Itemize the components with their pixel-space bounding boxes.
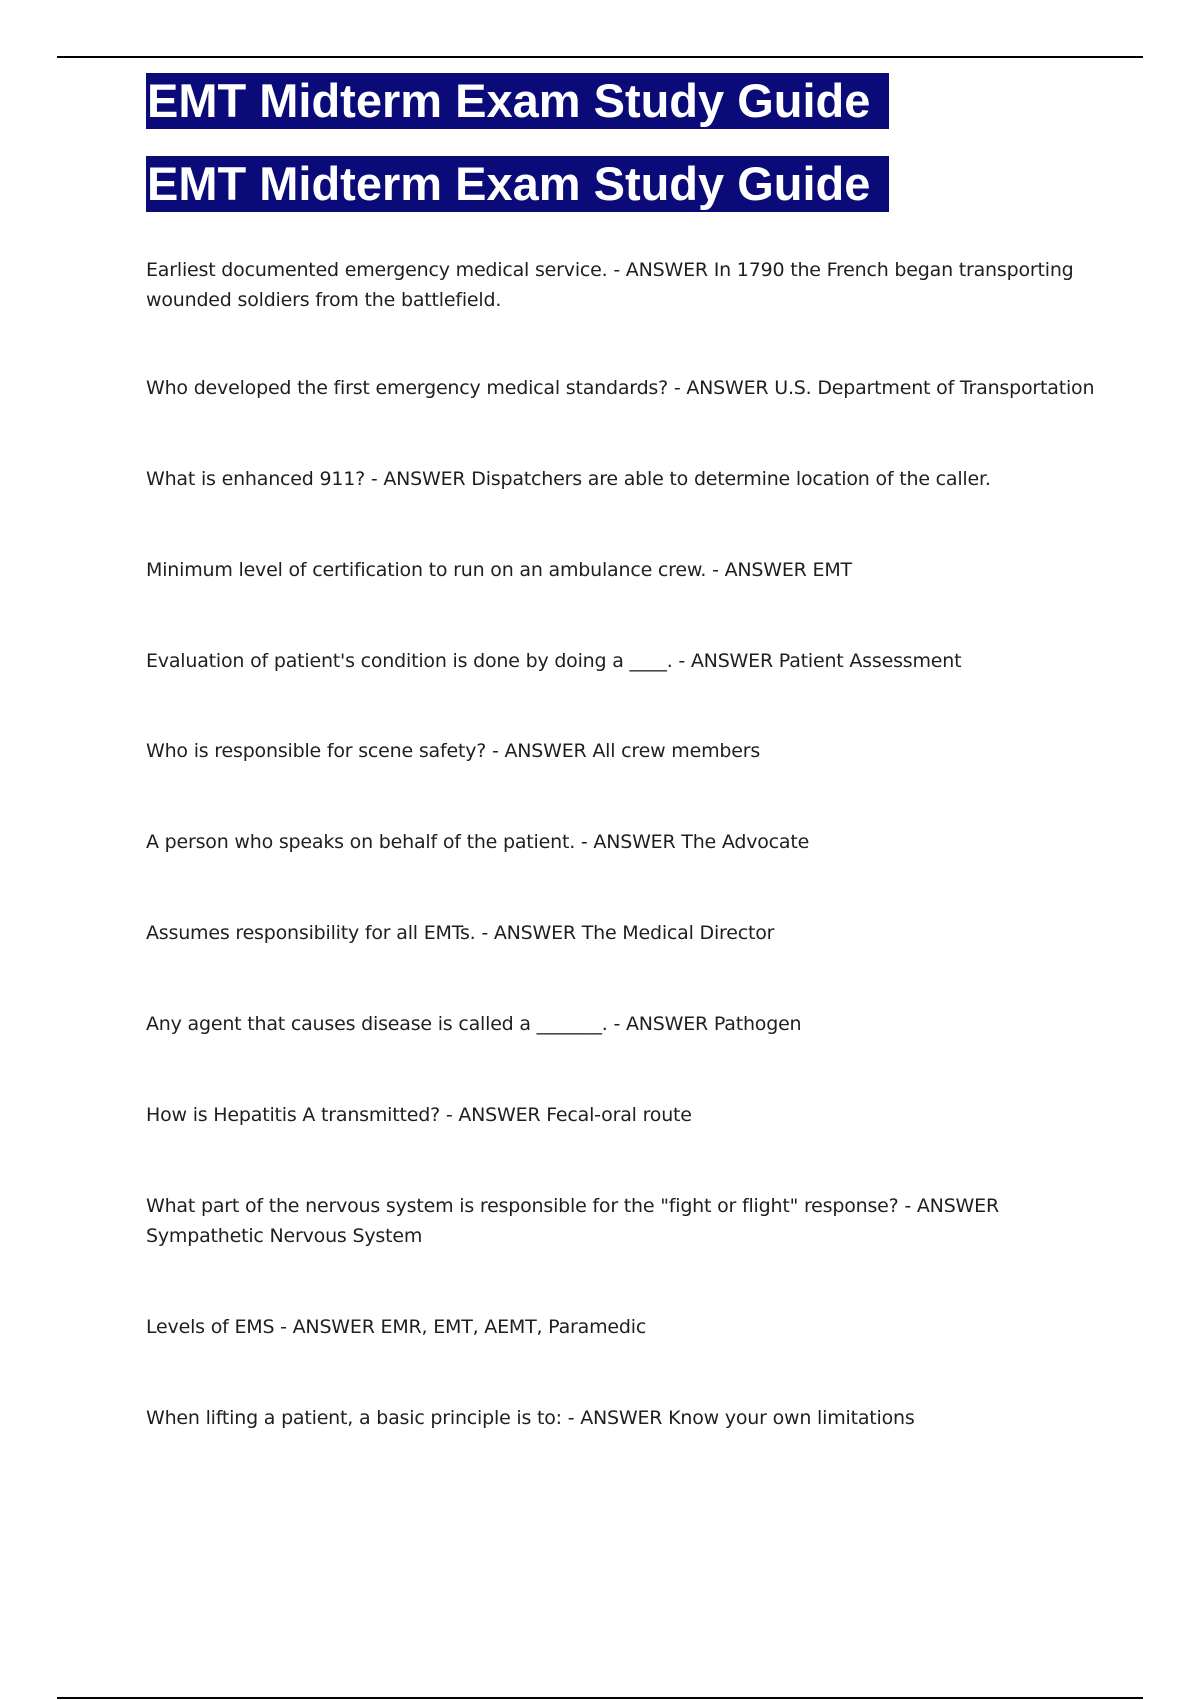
qa-item: Minimum level of certification to run on an ambulance crew. - ANSWER EMT xyxy=(146,559,852,581)
qa-item: What is enhanced 911? - ANSWER Dispatchers are able to determine location of the caller. xyxy=(146,468,991,490)
document-title-repeat: EMT Midterm Exam Study Guide xyxy=(147,157,871,210)
qa-item: Levels of EMS - ANSWER EMR, EMT, AEMT, Paramedic xyxy=(146,1316,647,1338)
document-title-band-repeat xyxy=(146,156,889,212)
qa-item: When lifting a patient, a basic principle is to: - ANSWER Know your own limitations xyxy=(146,1407,915,1429)
qa-item: Assumes responsibility for all EMTs. - ANSWER The Medical Director xyxy=(146,922,775,944)
qa-item: What part of the nervous system is responsible for the "fight or flight" response? - ANSWER Sympathetic Nervous System xyxy=(146,1195,999,1247)
bottom-rule xyxy=(57,1697,1143,1699)
qa-item: Who is responsible for scene safety? - ANSWER All crew members xyxy=(146,740,761,762)
qa-item: Earliest documented emergency medical service. - ANSWER In 1790 the French began transporting wounded soldiers from the battlefield. xyxy=(146,259,1074,311)
qa-item: Who developed the first emergency medical standards? - ANSWER U.S. Department of Transportation xyxy=(146,377,1095,399)
document-title-band xyxy=(146,73,889,129)
document-title: EMT Midterm Exam Study Guide xyxy=(147,74,871,127)
top-rule xyxy=(57,56,1143,58)
qa-item: Evaluation of patient's condition is done by doing a ____. - ANSWER Patient Assessment xyxy=(146,650,962,672)
qa-item: How is Hepatitis A transmitted? - ANSWER Fecal-oral route xyxy=(146,1104,692,1126)
qa-item: A person who speaks on behalf of the patient. - ANSWER The Advocate xyxy=(146,831,810,853)
qa-item: Any agent that causes disease is called a _______. - ANSWER Pathogen xyxy=(146,1013,802,1035)
